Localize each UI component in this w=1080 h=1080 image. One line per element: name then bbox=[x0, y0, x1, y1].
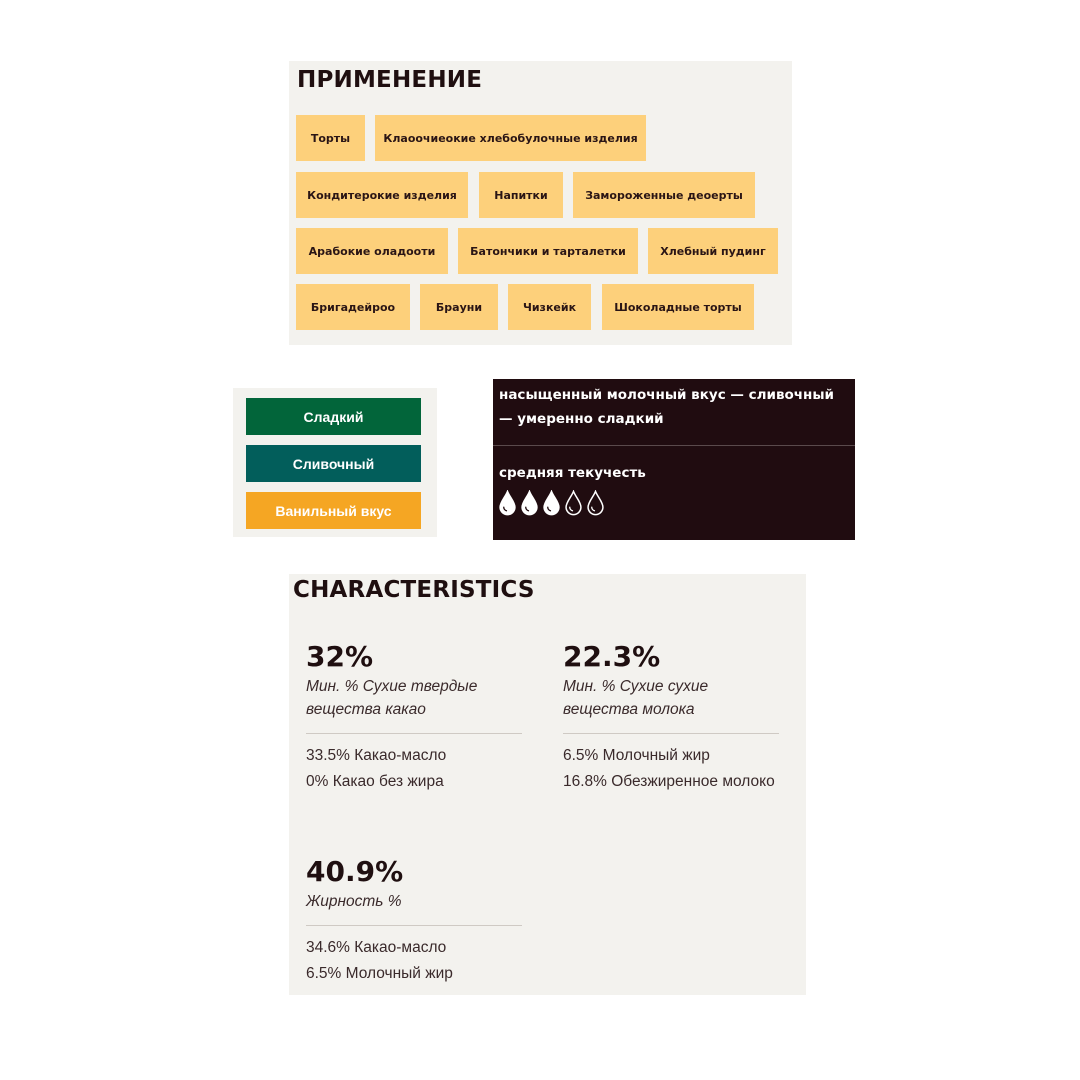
stat-fat-content bbox=[306, 855, 522, 988]
stat-value: 32% bbox=[306, 640, 374, 673]
application-chip[interactable]: Замороженные деоерты bbox=[573, 172, 755, 218]
stat-detail: 16.8% Обезжиренное молоко bbox=[563, 773, 775, 790]
drop-filled-icon bbox=[542, 490, 561, 516]
application-chip[interactable]: Брауни bbox=[420, 284, 498, 330]
taste-sweet-button[interactable]: Сладкий bbox=[246, 398, 421, 435]
application-chip[interactable]: Хлебный пудинг bbox=[648, 228, 778, 274]
stat-detail: 33.5% Какао-масло bbox=[306, 747, 447, 764]
stat-label: Мин. % Сухие твердые вещества какао bbox=[306, 678, 478, 718]
stat-detail: 6.5% Молочный жир bbox=[563, 747, 710, 764]
application-chip[interactable]: Клаоочиеокие хлебобулочные изделия bbox=[375, 115, 646, 161]
stat-value: 40.9% bbox=[306, 855, 404, 888]
application-chip[interactable]: Чизкейк bbox=[508, 284, 591, 330]
fluidity-rating bbox=[498, 490, 605, 516]
fluidity-label: средняя текучесть bbox=[499, 465, 646, 481]
stat-milk-solids bbox=[563, 640, 779, 796]
flavor-description: насыщенный молочный вкус — сливочный — умеренно сладкий bbox=[499, 387, 835, 427]
stat-detail: 0% Какао без жира bbox=[306, 773, 444, 790]
stat-label: Жирность % bbox=[306, 893, 402, 910]
characteristics-panel bbox=[289, 574, 806, 995]
divider bbox=[306, 733, 522, 734]
application-chip[interactable]: Шоколадные торты bbox=[602, 284, 754, 330]
divider bbox=[563, 733, 779, 734]
stat-cocoa-solids bbox=[306, 640, 522, 796]
drop-empty-icon bbox=[586, 490, 605, 516]
drop-filled-icon bbox=[498, 490, 517, 516]
stat-label: Мин. % Сухие сухие вещества молока bbox=[563, 678, 709, 718]
application-chip[interactable]: Торты bbox=[296, 115, 365, 161]
stat-detail: 34.6% Какао-масло bbox=[306, 939, 447, 956]
divider bbox=[493, 445, 855, 446]
application-chip[interactable]: Арабокие оладооти bbox=[296, 228, 448, 274]
application-chip[interactable]: Бригадейроо bbox=[296, 284, 410, 330]
drop-filled-icon bbox=[520, 490, 539, 516]
application-panel bbox=[289, 61, 792, 345]
taste-panel bbox=[233, 388, 437, 537]
application-chip[interactable]: Напитки bbox=[479, 172, 563, 218]
flavor-profile-panel bbox=[493, 379, 855, 540]
stat-detail: 6.5% Молочный жир bbox=[306, 965, 453, 982]
characteristics-title: CHARACTERISTICS bbox=[293, 577, 535, 603]
application-chip[interactable]: Батончики и тарталетки bbox=[458, 228, 638, 274]
stat-value: 22.3% bbox=[563, 640, 661, 673]
drop-empty-icon bbox=[564, 490, 583, 516]
taste-creamy-button[interactable]: Сливочный bbox=[246, 445, 421, 482]
divider bbox=[306, 925, 522, 926]
application-chip[interactable]: Кондитерокие изделия bbox=[296, 172, 468, 218]
taste-vanilla-button[interactable]: Ванильный вкус bbox=[246, 492, 421, 529]
application-title: ПРИМЕНЕНИЕ bbox=[297, 67, 483, 93]
